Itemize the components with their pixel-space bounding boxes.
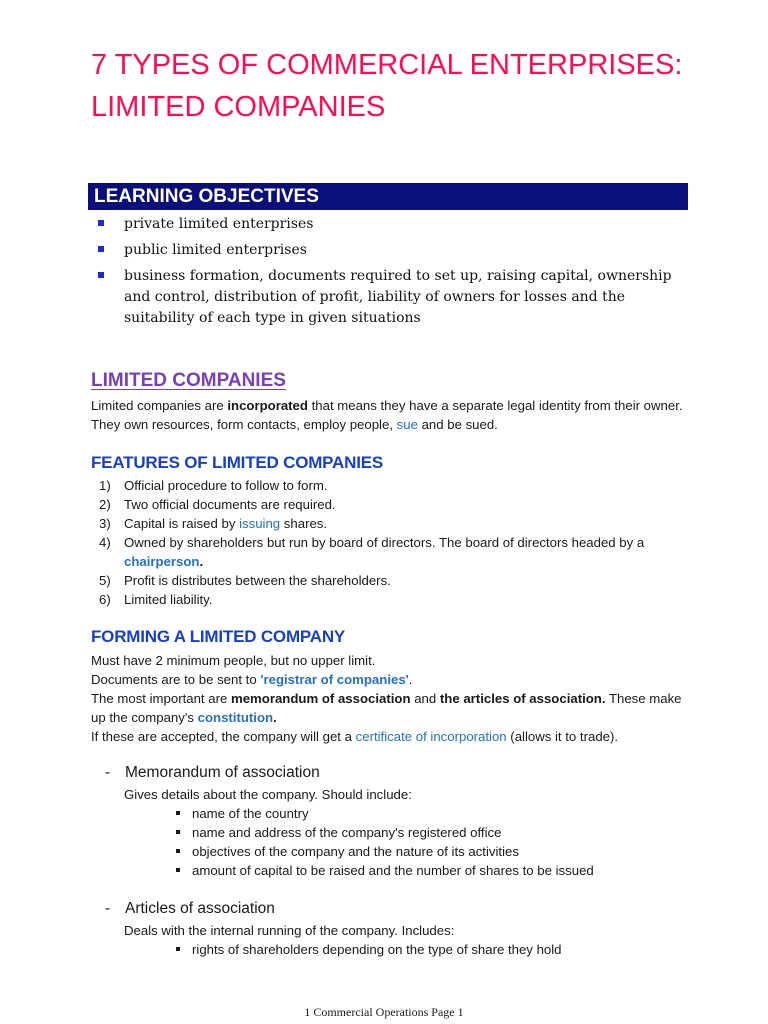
subheading-articles: - Articles of association: [105, 900, 275, 917]
section-heading-limited-companies: LIMITED COMPANIES: [91, 370, 286, 391]
list-item: name and address of the company's registered office: [176, 823, 696, 842]
list-item: rights of shareholders depending on the type of share they hold: [176, 940, 696, 959]
bullet-icon: [176, 830, 180, 834]
features-list: [99, 476, 699, 609]
articles-list: [176, 940, 696, 959]
square-bullet-icon: [98, 272, 104, 278]
learning-objectives-banner: LEARNING OBJECTIVES: [88, 183, 688, 210]
bullet-icon: [176, 849, 180, 853]
limited-companies-paragraph: Limited companies are incorporated that means they have a separate legal identity from their owner. They own resources, form contacts, employ people, sue and be sued.: [91, 398, 683, 432]
term-sue: sue: [396, 417, 418, 432]
list-item: name of the country: [176, 804, 696, 823]
page-title-line1: 7 TYPES OF COMMERCIAL ENTERPRISES:: [91, 49, 683, 81]
list-item: amount of capital to be raised and the number of shares to be issued: [176, 861, 696, 880]
forming-paragraph: Must have 2 minimum people, but no upper limit. Documents are to be sent to 'registrar of companies'. The most important are memorandum of association and the articles of association. These make up the company's constitution. If these are accepted, the company will get a certificate of incorporation (allows it to trade).: [91, 653, 682, 744]
bullet-icon: [176, 811, 180, 815]
list-item: 5) Profit is distributes between the shareholders.: [99, 573, 391, 588]
list-item: 2) Two official documents are required.: [99, 497, 336, 512]
square-bullet-icon: [98, 220, 104, 226]
learning-objectives-list: [98, 214, 688, 334]
term-registrar: 'registrar of companies': [260, 672, 409, 687]
list-item: 1) Official procedure to follow to form.: [99, 478, 328, 493]
list-item: business formation, documents required to set up, raising capital, ownership and control, distribution of profit, liability of owners for losses and the suitability of each type in given situations: [98, 266, 688, 329]
page-title: [91, 44, 731, 128]
list-item: 6) Limited liability.: [99, 592, 213, 607]
bullet-icon: [176, 947, 180, 951]
subheading-memorandum: - Memorandum of association: [105, 764, 320, 781]
list-item: public limited enterprises: [98, 240, 688, 261]
list-item: 4) Owned by shareholders but run by board of directors. The board of directors headed by a chairperson.: [99, 535, 645, 569]
square-bullet-icon: [98, 246, 104, 252]
term-certificate: certificate of incorporation: [355, 729, 507, 744]
term-issuing: issuing: [239, 516, 281, 531]
list-item: private limited enterprises: [98, 214, 688, 235]
term-constitution: constitution: [197, 710, 274, 725]
list-item: 3) Capital is raised by issuing shares.: [99, 516, 328, 531]
memorandum-description: Gives details about the company. Should include:: [124, 787, 412, 802]
memorandum-list: [176, 804, 696, 880]
list-item: objectives of the company and the nature of its activities: [176, 842, 696, 861]
bullet-icon: [176, 868, 180, 872]
page-title-line2: LIMITED COMPANIES: [91, 91, 386, 123]
term-chairperson: chairperson: [124, 554, 200, 569]
page-footer: 1 Commercial Operations Page 1: [304, 1005, 464, 1019]
section-heading-forming: FORMING A LIMITED COMPANY: [91, 627, 346, 646]
section-heading-features: FEATURES OF LIMITED COMPANIES: [91, 453, 384, 472]
articles-description: Deals with the internal running of the company. Includes:: [124, 923, 455, 938]
